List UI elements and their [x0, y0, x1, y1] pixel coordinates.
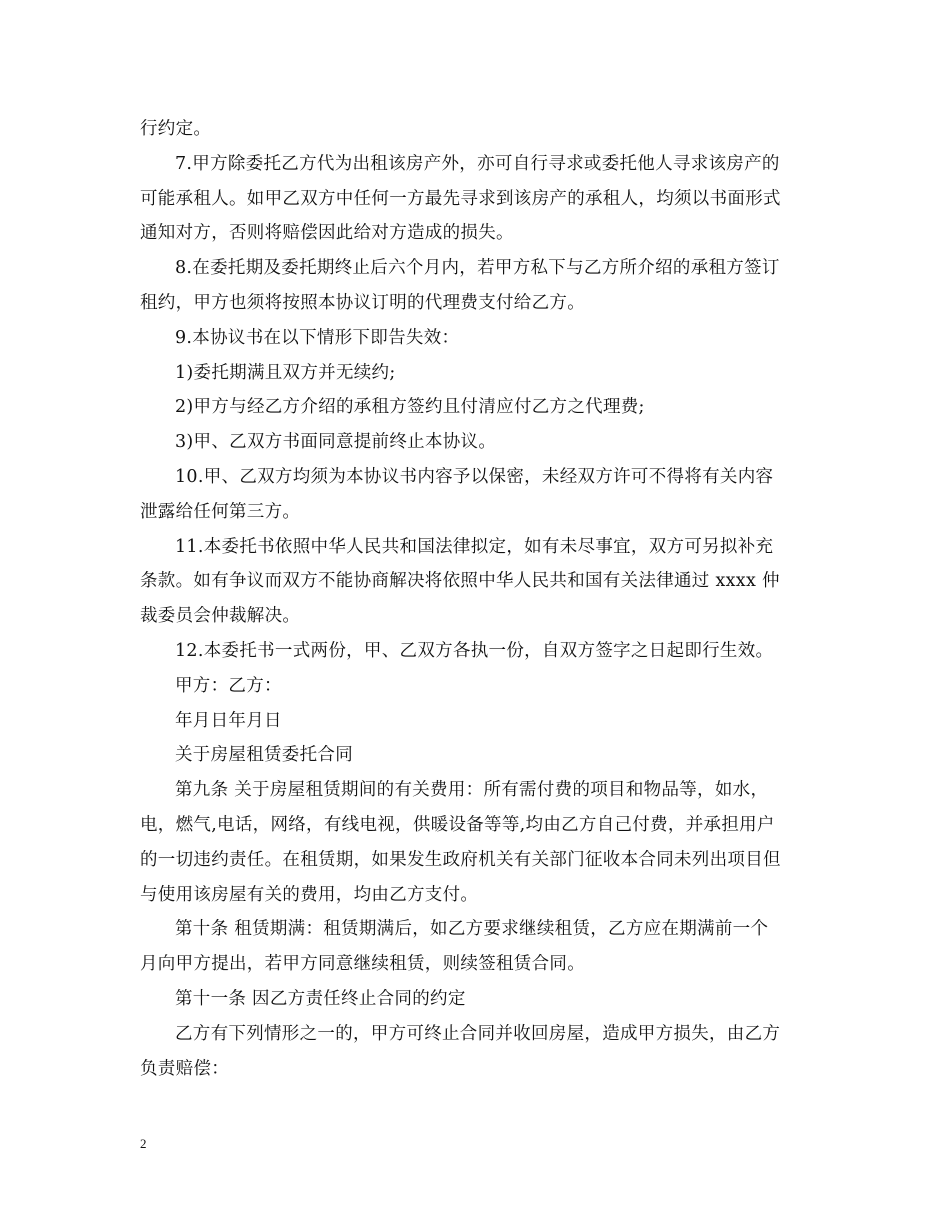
text-line: 1)委托期满且双方并无续约;	[175, 362, 396, 383]
text-line: 与使用该房屋有关的费用，均由乙方支付。	[140, 884, 479, 905]
text-line: 租约，甲方也须将按照本协议订明的代理费支付给乙方。	[140, 292, 585, 313]
text-line: 泄露给任何第三方。	[140, 501, 301, 522]
text-line: 电，燃气,电话，网络，有线电视，供暖设备等等,均由乙方自己付费，并承担用户	[140, 814, 775, 835]
document-body	[140, 112, 820, 1086]
text-line: 月向甲方提出，若甲方同意继续租赁，则续签租赁合同。	[140, 954, 585, 975]
text-line: 条款。如有争议而双方不能协商解决将依照中华人民共和国有关法律通过 xxxx 仲	[140, 571, 780, 592]
text-line: 的一切违约责任。在租赁期，如果发生政府机关有关部门征收本合同未列出项目但	[140, 849, 781, 870]
page-number: 2	[140, 1136, 147, 1151]
text-line: 3)甲、乙双方书面同意提前终止本协议。	[175, 432, 497, 453]
signature-date-line: 年月日年月日	[175, 710, 282, 731]
text-line: 第十条 租赁期满：租赁期满后，如乙方要求继续租赁，乙方应在期满前一个	[175, 919, 769, 940]
text-line: 行约定。	[140, 119, 212, 139]
text-line: 7.甲方除委托乙方代为出租该房产外，亦可自行寻求或委托他人寻求该房产的	[175, 153, 780, 174]
text-line: 12.本委托书一式两份，甲、乙双方各执一份，自双方签字之日起即行生效。	[175, 640, 774, 661]
text-line: 裁委员会仲裁解决。	[140, 606, 301, 627]
text-line: 10.甲、乙双方均须为本协议书内容予以保密，未经双方许可不得将有关内容	[175, 466, 774, 487]
section-heading: 关于房屋租赁委托合同	[175, 745, 353, 766]
text-line: 第十一条 因乙方责任终止合同的约定	[175, 988, 466, 1009]
signature-parties-line: 甲方：乙方：	[175, 675, 282, 696]
text-line: 第九条 关于房屋租赁期间的有关费用：所有需付费的项目和物品等，如水，	[175, 780, 769, 801]
text-line: 乙方有下列情形之一的，甲方可终止合同并收回房屋，造成甲方损失，由乙方	[175, 1023, 781, 1044]
text-line: 2)甲方与经乙方介绍的承租方签约且付清应付乙方之代理费;	[175, 397, 645, 418]
text-line: 负责赔偿：	[140, 1058, 229, 1079]
text-line: 可能承租人。如甲乙双方中任何一方最先寻求到该房产的承租人，均须以书面形式	[140, 188, 781, 209]
text-line: 8.在委托期及委托期终止后六个月内，若甲方私下与乙方所介绍的承租方签订	[175, 258, 780, 279]
text-line: 通知对方，否则将赔偿因此给对方造成的损失。	[140, 223, 514, 244]
text-line: 11.本委托书依照中华人民共和国法律拟定，如有未尽事宜，双方可另拟补充	[175, 536, 774, 557]
text-line: 9.本协议书在以下情形下即告失效：	[175, 327, 460, 348]
